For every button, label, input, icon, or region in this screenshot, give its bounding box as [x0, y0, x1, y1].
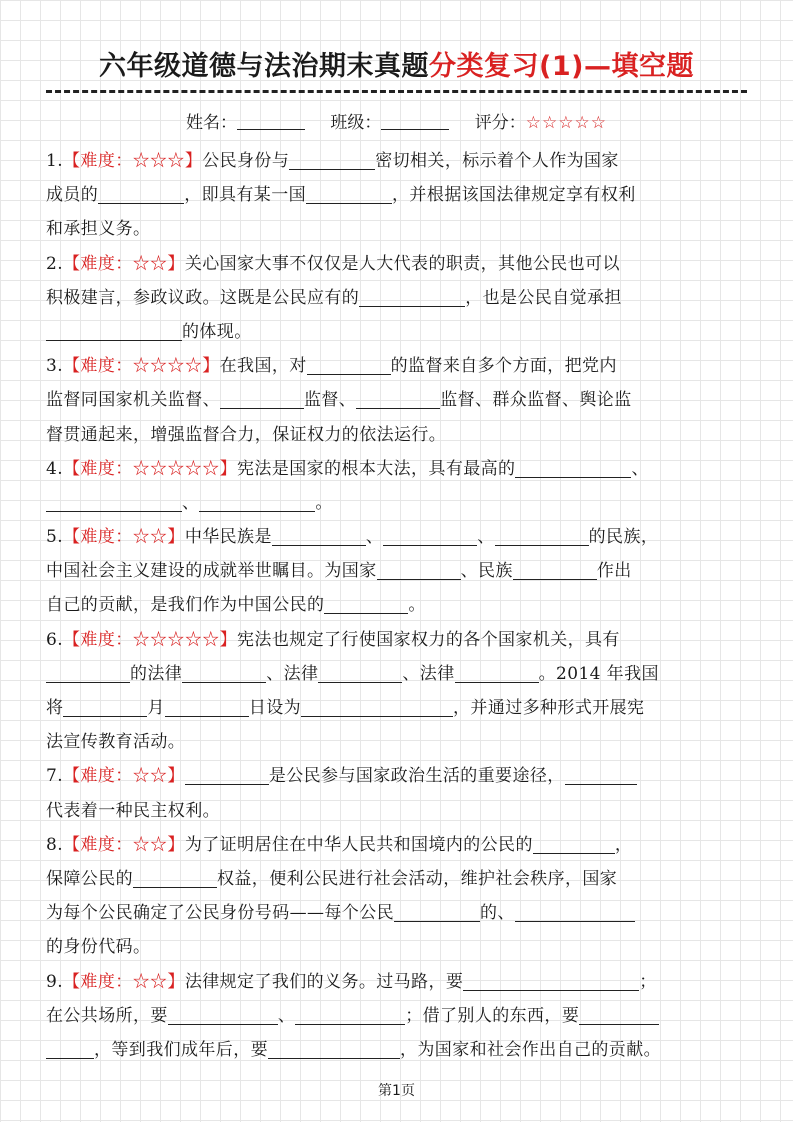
- class-blank[interactable]: [381, 115, 449, 130]
- question-number: 4.: [46, 458, 64, 479]
- page-number: 第1页: [378, 1083, 415, 1099]
- answer-blank[interactable]: [359, 286, 465, 307]
- line-text: 监督、群众监督、舆论监: [440, 390, 632, 411]
- answer-blank[interactable]: [295, 1004, 405, 1025]
- answer-blank[interactable]: [495, 525, 589, 546]
- line-text: 宪法是国家的根本大法，具有最高的: [237, 458, 516, 479]
- difficulty-tag: 【难度：☆☆】: [63, 253, 185, 274]
- question-number: 9.: [46, 971, 64, 992]
- text-line: [46, 486, 746, 520]
- difficulty-tag: 【难度：☆☆】: [63, 527, 185, 548]
- text-line: [46, 418, 746, 452]
- line-text: 关心国家大事不仅仅是人大代表的职责，其他公民也可以: [184, 253, 620, 274]
- line-text: 。: [408, 595, 426, 616]
- line-text: ，也是公民自觉承担: [465, 287, 622, 308]
- line-text: 、民族: [460, 561, 513, 582]
- difficulty-tag: 【难度：☆☆☆☆☆】: [63, 629, 238, 650]
- question-number: 1.: [46, 151, 64, 171]
- answer-blank[interactable]: [220, 388, 304, 409]
- answer-blank[interactable]: [515, 457, 631, 478]
- text-line: [46, 520, 746, 554]
- line-text: 密切相关，标示着个人作为国家: [375, 151, 619, 171]
- line-text: ；: [639, 971, 657, 992]
- answer-blank[interactable]: [356, 388, 440, 409]
- answer-blank[interactable]: [306, 183, 392, 204]
- text-line: [46, 759, 746, 793]
- line-text: 权益，便利公民进行社会活动，维护社会秩序，国家: [217, 868, 618, 889]
- line-text: 的身份代码。: [46, 937, 151, 958]
- answer-blank[interactable]: [165, 696, 249, 717]
- dashed-divider: [46, 90, 747, 93]
- line-text: ，: [614, 834, 633, 855]
- line-text: 、: [477, 527, 495, 548]
- line-text: 中国社会主义建设的成就举世瞩目。为国家: [46, 561, 377, 582]
- line-text: 自己的贡献，是我们作为中国公民的: [46, 595, 325, 616]
- text-line: [46, 247, 746, 281]
- text-line: [46, 144, 746, 178]
- question-number: 8.: [46, 834, 64, 855]
- line-text: 、: [365, 527, 384, 548]
- line-text: 积极建言，参政议政。这既是公民应有的: [46, 287, 360, 308]
- name-label: 姓名：: [185, 113, 237, 133]
- answer-blank[interactable]: [268, 1038, 400, 1059]
- question-number: 5.: [46, 527, 64, 548]
- line-text: 成员的: [46, 185, 99, 206]
- text-line: [46, 999, 746, 1033]
- text-line: [46, 828, 746, 862]
- line-text: 、法律: [266, 663, 319, 684]
- text-line: [46, 862, 746, 896]
- text-line: [46, 383, 746, 417]
- title-highlight: 分类复习(1)—填空题: [429, 51, 694, 82]
- text-line: [46, 930, 746, 964]
- line-text: ；借了别人的东西，要: [405, 1005, 580, 1026]
- line-text: 的民族，: [588, 527, 659, 548]
- text-line: [46, 896, 746, 930]
- answer-blank[interactable]: [301, 696, 453, 717]
- answer-blank[interactable]: [579, 1004, 659, 1025]
- text-line: [46, 965, 746, 999]
- line-text: 监督、: [304, 390, 357, 411]
- text-line: [46, 281, 746, 315]
- text-line: [46, 588, 746, 622]
- answer-blank[interactable]: [318, 662, 402, 683]
- line-text: 保障公民的: [46, 868, 133, 889]
- answer-blank[interactable]: [533, 833, 615, 854]
- question-number: 3.: [46, 356, 64, 377]
- line-text: 法宣传教育活动。: [46, 732, 186, 753]
- answer-blank[interactable]: [463, 970, 639, 991]
- name-blank[interactable]: [237, 115, 305, 130]
- line-text: 、法律: [402, 663, 455, 684]
- answer-blank[interactable]: [98, 183, 184, 204]
- text-line: [46, 657, 746, 691]
- line-text: 公民身份与: [202, 151, 290, 171]
- line-text: 督贯通起来，增强监督合力，保证权力的依法运行。: [46, 424, 447, 445]
- answer-blank[interactable]: [46, 662, 130, 683]
- answer-blank[interactable]: [168, 1004, 278, 1025]
- answer-blank[interactable]: [515, 901, 635, 922]
- answer-blank[interactable]: [383, 525, 477, 546]
- line-text: 作出: [596, 561, 632, 582]
- line-text: 代表着一种民主权利。: [46, 800, 220, 821]
- line-text: 为了证明居住在中华人民共和国境内的公民的: [184, 834, 533, 855]
- text-line: [46, 794, 746, 828]
- line-text: 。2014 年我国: [538, 663, 659, 684]
- line-text: ，等到我们成年后，要: [94, 1039, 268, 1060]
- line-text: 。: [315, 492, 333, 513]
- line-text: 的体现。: [182, 321, 252, 342]
- line-text: 监督同国家机关监督、: [46, 390, 220, 411]
- line-text: 的法律: [130, 663, 183, 684]
- line-text: 为每个公民确定了公民身份号码——每个公民: [46, 903, 394, 924]
- difficulty-tag: 【难度：☆☆☆】: [63, 151, 203, 171]
- line-text: 、: [182, 492, 200, 513]
- question-number: 6.: [46, 629, 64, 650]
- class-label: 班级：: [330, 113, 382, 133]
- answer-blank[interactable]: [394, 901, 480, 922]
- answer-blank[interactable]: [199, 491, 315, 512]
- text-line: [46, 315, 746, 349]
- title-main: 六年级道德与法治期末真题: [99, 51, 430, 82]
- line-text: 日设为: [248, 698, 302, 718]
- text-line: [46, 1033, 746, 1067]
- line-text: 和承担义务。: [46, 219, 151, 240]
- answer-blank[interactable]: [513, 559, 597, 580]
- answer-blank[interactable]: [565, 764, 637, 785]
- line-text: 中华民族是: [184, 527, 272, 548]
- difficulty-tag: 【难度：☆☆☆☆☆】: [63, 458, 238, 479]
- question-number: 7.: [46, 766, 64, 787]
- text-line: [46, 691, 746, 725]
- question-number: 2.: [46, 253, 64, 274]
- line-text: ，并通过多种形式开展宪: [453, 698, 645, 718]
- line-text: 的、: [480, 903, 515, 924]
- line-text: 法律规定了我们的义务。过马路，要: [184, 971, 464, 992]
- student-info-row: [0, 108, 793, 133]
- answer-blank[interactable]: [63, 696, 147, 717]
- answer-blank[interactable]: [46, 1038, 94, 1059]
- page-title: [0, 44, 793, 83]
- line-text: 是公民参与国家政治生活的重要途径，: [268, 766, 565, 787]
- answer-blank[interactable]: [307, 354, 391, 375]
- difficulty-tag: 【难度：☆☆】: [63, 971, 185, 992]
- line-text: 将: [46, 698, 64, 718]
- difficulty-tag: 【难度：☆☆】: [63, 766, 185, 787]
- text-line: [46, 212, 746, 246]
- text-line: [46, 349, 746, 383]
- line-text: 、: [277, 1005, 296, 1026]
- text-line: [46, 452, 746, 486]
- score-label: 评分：: [474, 113, 526, 133]
- line-text: 、: [631, 458, 649, 479]
- answer-blank[interactable]: [182, 662, 266, 683]
- answer-blank[interactable]: [46, 491, 182, 512]
- answer-blank[interactable]: [185, 764, 269, 785]
- score-stars: ☆☆☆☆☆: [525, 113, 607, 133]
- line-text: 的监督来自多个方面，把党内: [390, 356, 617, 377]
- question-list: [46, 144, 746, 1067]
- line-text: 在我国，对: [219, 356, 307, 377]
- line-text: 在公共场所，要: [46, 1005, 168, 1026]
- line-text: 宪法也规定了行使国家权力的各个国家机关，具有: [237, 629, 620, 650]
- answer-blank[interactable]: [133, 867, 217, 888]
- answer-blank[interactable]: [46, 320, 182, 341]
- difficulty-tag: 【难度：☆☆】: [63, 834, 185, 855]
- line-text: ，为国家和社会作出自己的贡献。: [400, 1039, 661, 1060]
- answer-blank[interactable]: [377, 559, 461, 580]
- text-line: [46, 178, 746, 212]
- answer-blank[interactable]: [272, 525, 366, 546]
- line-text: ，即具有某一国: [184, 185, 307, 206]
- line-text: 月: [147, 698, 165, 718]
- difficulty-tag: 【难度：☆☆☆☆】: [63, 356, 220, 377]
- answer-blank[interactable]: [289, 149, 375, 170]
- text-line: [46, 623, 746, 657]
- line-text: ，并根据该国法律规定享有权利: [392, 185, 636, 206]
- text-line: [46, 554, 746, 588]
- answer-blank[interactable]: [324, 593, 408, 614]
- text-line: [46, 725, 746, 759]
- answer-blank[interactable]: [455, 662, 539, 683]
